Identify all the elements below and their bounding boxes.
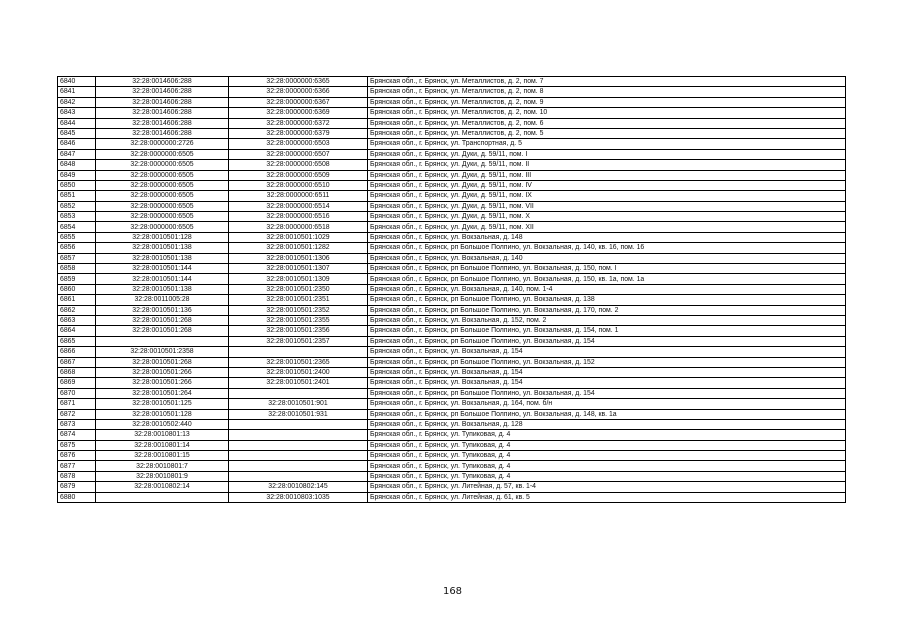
cadastral-number-cell: [229, 347, 368, 357]
row-number-cell: 6854: [58, 222, 96, 232]
parent-cadastral-number-cell: 32:28:0000000:6505: [96, 149, 229, 159]
cadastral-number-cell: [229, 419, 368, 429]
cadastral-number-cell: 32:28:0000000:6514: [229, 201, 368, 211]
row-number-cell: 6879: [58, 482, 96, 492]
parent-cadastral-number-cell: 32:28:0010801:7: [96, 461, 229, 471]
table-row: [58, 378, 846, 388]
row-number-cell: 6875: [58, 440, 96, 450]
table-row: [58, 77, 846, 87]
table-row: [58, 264, 846, 274]
address-cell: Брянская обл., г. Брянск, рп Большое Полпино, ул. Вокзальная, д. 170, пом. 2: [368, 305, 846, 315]
row-number-cell: 6860: [58, 284, 96, 294]
address-cell: Брянская обл., г. Брянск, рп Большое Полпино, ул. Вокзальная, д. 154: [368, 336, 846, 346]
parent-cadastral-number-cell: 32:28:0014606:288: [96, 97, 229, 107]
table-row: [58, 191, 846, 201]
cadastral-number-cell: 32:28:0010501:2365: [229, 357, 368, 367]
cadastral-number-cell: 32:28:0010501:1307: [229, 264, 368, 274]
parent-cadastral-number-cell: 32:28:0014606:288: [96, 108, 229, 118]
cadastral-number-cell: 32:28:0000000:6503: [229, 139, 368, 149]
parent-cadastral-number-cell: 32:28:0010501:136: [96, 305, 229, 315]
table-row: [58, 139, 846, 149]
cadastral-number-cell: 32:28:0010501:2401: [229, 378, 368, 388]
address-cell: Брянская обл., г. Брянск, ул. Металлистов, д. 2, пом. 10: [368, 108, 846, 118]
address-cell: Брянская обл., г. Брянск, рп Большое Полпино, ул. Вокзальная, д. 152: [368, 357, 846, 367]
table-row: [58, 180, 846, 190]
row-number-cell: 6878: [58, 471, 96, 481]
cadastral-number-cell: 32:28:0010501:1282: [229, 243, 368, 253]
row-number-cell: 6873: [58, 419, 96, 429]
address-cell: Брянская обл., г. Брянск, ул. Металлистов, д. 2, пом. 5: [368, 128, 846, 138]
parent-cadastral-number-cell: 32:28:0010501:266: [96, 367, 229, 377]
address-cell: Брянская обл., г. Брянск, ул. Тупиковая, д. 4: [368, 471, 846, 481]
parent-cadastral-number-cell: 32:28:0000000:6505: [96, 180, 229, 190]
parent-cadastral-number-cell: 32:28:0010501:266: [96, 378, 229, 388]
table-row: [58, 212, 846, 222]
table-row: [58, 315, 846, 325]
row-number-cell: 6877: [58, 461, 96, 471]
address-cell: Брянская обл., г. Брянск, ул. Литейная, д. 57, кв. 1-4: [368, 482, 846, 492]
row-number-cell: 6848: [58, 160, 96, 170]
parent-cadastral-number-cell: 32:28:0010501:128: [96, 232, 229, 242]
address-cell: Брянская обл., г. Брянск, ул. Дуки, д. 59/11, пом. II: [368, 160, 846, 170]
address-cell: Брянская обл., г. Брянск, рп Большое Полпино, ул. Вокзальная, д. 150, кв. 1а, пом. 1а: [368, 274, 846, 284]
address-cell: Брянская обл., г. Брянск, ул. Металлистов, д. 2, пом. 7: [368, 77, 846, 87]
row-number-cell: 6872: [58, 409, 96, 419]
table-row: [58, 253, 846, 263]
parent-cadastral-number-cell: 32:28:0010501:2358: [96, 347, 229, 357]
table-row: [58, 149, 846, 159]
cadastral-number-cell: 32:28:0010501:2350: [229, 284, 368, 294]
table-row: [58, 295, 846, 305]
cadastral-number-cell: 32:28:0010501:1306: [229, 253, 368, 263]
parent-cadastral-number-cell: 32:28:0010501:264: [96, 388, 229, 398]
parent-cadastral-number-cell: 32:28:0014606:288: [96, 118, 229, 128]
parent-cadastral-number-cell: 32:28:0010501:144: [96, 274, 229, 284]
parent-cadastral-number-cell: 32:28:0011005:28: [96, 295, 229, 305]
parent-cadastral-number-cell: 32:28:0010501:138: [96, 253, 229, 263]
address-cell: Брянская обл., г. Брянск, ул. Дуки, д. 59/11, пом. III: [368, 170, 846, 180]
parent-cadastral-number-cell: 32:28:0010501:268: [96, 326, 229, 336]
table-row: [58, 451, 846, 461]
address-cell: Брянская обл., г. Брянск, ул. Дуки, д. 59/11, пом. IV: [368, 180, 846, 190]
address-cell: Брянская обл., г. Брянск, ул. Вокзальная, д. 164, пом. б/н: [368, 399, 846, 409]
table-row: [58, 336, 846, 346]
row-number-cell: 6849: [58, 170, 96, 180]
table-row: [58, 347, 846, 357]
cadastral-number-cell: 32:28:0000000:6511: [229, 191, 368, 201]
row-number-cell: 6857: [58, 253, 96, 263]
parent-cadastral-number-cell: 32:28:0010801:13: [96, 430, 229, 440]
table-row: [58, 409, 846, 419]
address-cell: Брянская обл., г. Брянск, ул. Вокзальная, д. 140: [368, 253, 846, 263]
address-cell: Брянская обл., г. Брянск, ул. Вокзальная, д. 152, пом. 2: [368, 315, 846, 325]
address-cell: Брянская обл., г. Брянск, ул. Дуки, д. 59/11, пом. X: [368, 212, 846, 222]
parent-cadastral-number-cell: 32:28:0010801:15: [96, 451, 229, 461]
address-cell: Брянская обл., г. Брянск, ул. Металлистов, д. 2, пом. 8: [368, 87, 846, 97]
cadastral-number-cell: 32:28:0010501:2351: [229, 295, 368, 305]
row-number-cell: 6867: [58, 357, 96, 367]
parent-cadastral-number-cell: 32:28:0010801:14: [96, 440, 229, 450]
address-cell: Брянская обл., г. Брянск, ул. Дуки, д. 59/11, пом. XII: [368, 222, 846, 232]
cadastral-number-cell: 32:28:0010501:2357: [229, 336, 368, 346]
address-cell: Брянская обл., г. Брянск, рп Большое Полпино, ул. Вокзальная, д. 140, кв. 16, пом. 16: [368, 243, 846, 253]
row-number-cell: 6862: [58, 305, 96, 315]
parent-cadastral-number-cell: 32:28:0000000:2726: [96, 139, 229, 149]
table-row: [58, 440, 846, 450]
table-row: [58, 170, 846, 180]
table-row: [58, 399, 846, 409]
row-number-cell: 6845: [58, 128, 96, 138]
address-cell: Брянская обл., г. Брянск, рп Большое Полпино, ул. Вокзальная, д. 150, пом. I: [368, 264, 846, 274]
cadastral-number-cell: 32:28:0000000:6516: [229, 212, 368, 222]
row-number-cell: 6856: [58, 243, 96, 253]
address-cell: Брянская обл., г. Брянск, ул. Тупиковая, д. 4: [368, 440, 846, 450]
table-row: [58, 492, 846, 502]
address-cell: Брянская обл., г. Брянск, рп Большое Полпино, ул. Вокзальная, д. 148, кв. 1а: [368, 409, 846, 419]
cadastral-number-cell: 32:28:0000000:6372: [229, 118, 368, 128]
parent-cadastral-number-cell: 32:28:0010501:144: [96, 264, 229, 274]
cadastral-number-cell: 32:28:0010501:2352: [229, 305, 368, 315]
parent-cadastral-number-cell: 32:28:0000000:6505: [96, 222, 229, 232]
row-number-cell: 6861: [58, 295, 96, 305]
table-row: [58, 357, 846, 367]
parent-cadastral-number-cell: 32:28:0014606:288: [96, 128, 229, 138]
address-cell: Брянская обл., г. Брянск, ул. Вокзальная, д. 140, пом. 1-4: [368, 284, 846, 294]
row-number-cell: 6846: [58, 139, 96, 149]
cadastral-number-cell: 32:28:0010802:145: [229, 482, 368, 492]
table-row: [58, 367, 846, 377]
address-cell: Брянская обл., г. Брянск, рп Большое Полпино, ул. Вокзальная, д. 154, пом. 1: [368, 326, 846, 336]
row-number-cell: 6871: [58, 399, 96, 409]
cadastral-number-cell: 32:28:0000000:6518: [229, 222, 368, 232]
cadastral-number-cell: 32:28:0000000:6366: [229, 87, 368, 97]
parent-cadastral-number-cell: 32:28:0010501:128: [96, 409, 229, 419]
parent-cadastral-number-cell: 32:28:0000000:6505: [96, 170, 229, 180]
cadastral-number-cell: 32:28:0010501:2355: [229, 315, 368, 325]
cadastral-number-cell: 32:28:0000000:6367: [229, 97, 368, 107]
table-row: [58, 232, 846, 242]
cadastral-number-cell: 32:28:0010803:1035: [229, 492, 368, 502]
cadastral-number-cell: 32:28:0010501:901: [229, 399, 368, 409]
cadastral-number-cell: [229, 440, 368, 450]
cadastral-number-cell: [229, 451, 368, 461]
table-row: [58, 108, 846, 118]
row-number-cell: 6852: [58, 201, 96, 211]
row-number-cell: 6853: [58, 212, 96, 222]
row-number-cell: 6870: [58, 388, 96, 398]
table-row: [58, 461, 846, 471]
parent-cadastral-number-cell: 32:28:0010801:9: [96, 471, 229, 481]
address-cell: Брянская обл., г. Брянск, ул. Вокзальная, д. 154: [368, 378, 846, 388]
cadastral-number-cell: [229, 461, 368, 471]
row-number-cell: 6859: [58, 274, 96, 284]
cadastral-number-cell: 32:28:0010501:1309: [229, 274, 368, 284]
address-cell: Брянская обл., г. Брянск, ул. Тупиковая, д. 4: [368, 430, 846, 440]
row-number-cell: 6843: [58, 108, 96, 118]
row-number-cell: 6842: [58, 97, 96, 107]
row-number-cell: 6851: [58, 191, 96, 201]
row-number-cell: 6868: [58, 367, 96, 377]
table-row: [58, 201, 846, 211]
table-row: [58, 326, 846, 336]
row-number-cell: 6841: [58, 87, 96, 97]
table-row: [58, 284, 846, 294]
cadastral-number-cell: 32:28:0000000:6369: [229, 108, 368, 118]
table-row: [58, 482, 846, 492]
table-row: [58, 305, 846, 315]
cadastral-number-cell: [229, 471, 368, 481]
row-number-cell: 6850: [58, 180, 96, 190]
address-cell: Брянская обл., г. Брянск, ул. Вокзальная, д. 154: [368, 367, 846, 377]
parent-cadastral-number-cell: 32:28:0010802:14: [96, 482, 229, 492]
address-cell: Брянская обл., г. Брянск, ул. Вокзальная, д. 148: [368, 232, 846, 242]
parent-cadastral-number-cell: 32:28:0000000:6505: [96, 212, 229, 222]
table-row: [58, 160, 846, 170]
parent-cadastral-number-cell: 32:28:0000000:6505: [96, 201, 229, 211]
parent-cadastral-number-cell: 32:28:0000000:6505: [96, 191, 229, 201]
property-register-table: [57, 76, 846, 503]
parent-cadastral-number-cell: 32:28:0010501:268: [96, 315, 229, 325]
table-row: [58, 118, 846, 128]
address-cell: Брянская обл., г. Брянск, ул. Дуки, д. 59/11, пом. I: [368, 149, 846, 159]
parent-cadastral-number-cell: 32:28:0000000:6505: [96, 160, 229, 170]
parent-cadastral-number-cell: 32:28:0014606:288: [96, 87, 229, 97]
table-row: [58, 243, 846, 253]
address-cell: Брянская обл., г. Брянск, рп Большое Полпино, ул. Вокзальная, д. 138: [368, 295, 846, 305]
parent-cadastral-number-cell: [96, 492, 229, 502]
table-row: [58, 128, 846, 138]
page-number: 168: [442, 586, 463, 597]
row-number-cell: 6864: [58, 326, 96, 336]
cadastral-number-cell: 32:28:0000000:6510: [229, 180, 368, 190]
row-number-cell: 6855: [58, 232, 96, 242]
row-number-cell: 6847: [58, 149, 96, 159]
address-cell: Брянская обл., г. Брянск, ул. Вокзальная, д. 154: [368, 347, 846, 357]
row-number-cell: 6869: [58, 378, 96, 388]
cadastral-number-cell: 32:28:0010501:2356: [229, 326, 368, 336]
address-cell: Брянская обл., г. Брянск, ул. Вокзальная, д. 128: [368, 419, 846, 429]
table-row: [58, 471, 846, 481]
address-cell: Брянская обл., г. Брянск, ул. Дуки, д. 59/11, пом. VII: [368, 201, 846, 211]
table-row: [58, 87, 846, 97]
row-number-cell: 6866: [58, 347, 96, 357]
cadastral-number-cell: 32:28:0000000:6509: [229, 170, 368, 180]
cadastral-number-cell: 32:28:0000000:6507: [229, 149, 368, 159]
parent-cadastral-number-cell: 32:28:0010502:440: [96, 419, 229, 429]
table-row: [58, 222, 846, 232]
table-row: [58, 430, 846, 440]
row-number-cell: 6840: [58, 77, 96, 87]
parent-cadastral-number-cell: [96, 336, 229, 346]
cadastral-number-cell: 32:28:0000000:6508: [229, 160, 368, 170]
cadastral-number-cell: 32:28:0010501:2400: [229, 367, 368, 377]
row-number-cell: 6876: [58, 451, 96, 461]
cadastral-number-cell: 32:28:0000000:6379: [229, 128, 368, 138]
cadastral-number-cell: 32:28:0000000:6365: [229, 77, 368, 87]
cadastral-number-cell: [229, 388, 368, 398]
address-cell: Брянская обл., г. Брянск, ул. Тупиковая, д. 4: [368, 461, 846, 471]
table-row: [58, 419, 846, 429]
address-cell: Брянская обл., г. Брянск, ул. Транспортная, д. 5: [368, 139, 846, 149]
parent-cadastral-number-cell: 32:28:0010501:138: [96, 243, 229, 253]
parent-cadastral-number-cell: 32:28:0010501:138: [96, 284, 229, 294]
address-cell: Брянская обл., г. Брянск, ул. Литейная, д. 61, кв. 5: [368, 492, 846, 502]
row-number-cell: 6844: [58, 118, 96, 128]
table-row: [58, 274, 846, 284]
table-row: [58, 388, 846, 398]
parent-cadastral-number-cell: 32:28:0010501:125: [96, 399, 229, 409]
cadastral-number-cell: [229, 430, 368, 440]
cadastral-number-cell: 32:28:0010501:931: [229, 409, 368, 419]
row-number-cell: 6880: [58, 492, 96, 502]
parent-cadastral-number-cell: 32:28:0014606:288: [96, 77, 229, 87]
row-number-cell: 6865: [58, 336, 96, 346]
table-body: [58, 77, 846, 503]
address-cell: Брянская обл., г. Брянск, ул. Металлистов, д. 2, пом. 9: [368, 97, 846, 107]
table-row: [58, 97, 846, 107]
cadastral-number-cell: 32:28:0010501:1029: [229, 232, 368, 242]
row-number-cell: 6863: [58, 315, 96, 325]
parent-cadastral-number-cell: 32:28:0010501:268: [96, 357, 229, 367]
address-cell: Брянская обл., г. Брянск, ул. Металлистов, д. 2, пом. 6: [368, 118, 846, 128]
address-cell: Брянская обл., г. Брянск, рп Большое Полпино, ул. Вокзальная, д. 154: [368, 388, 846, 398]
address-cell: Брянская обл., г. Брянск, ул. Дуки, д. 59/11, пом. IX: [368, 191, 846, 201]
row-number-cell: 6858: [58, 264, 96, 274]
row-number-cell: 6874: [58, 430, 96, 440]
address-cell: Брянская обл., г. Брянск, ул. Тупиковая, д. 4: [368, 451, 846, 461]
